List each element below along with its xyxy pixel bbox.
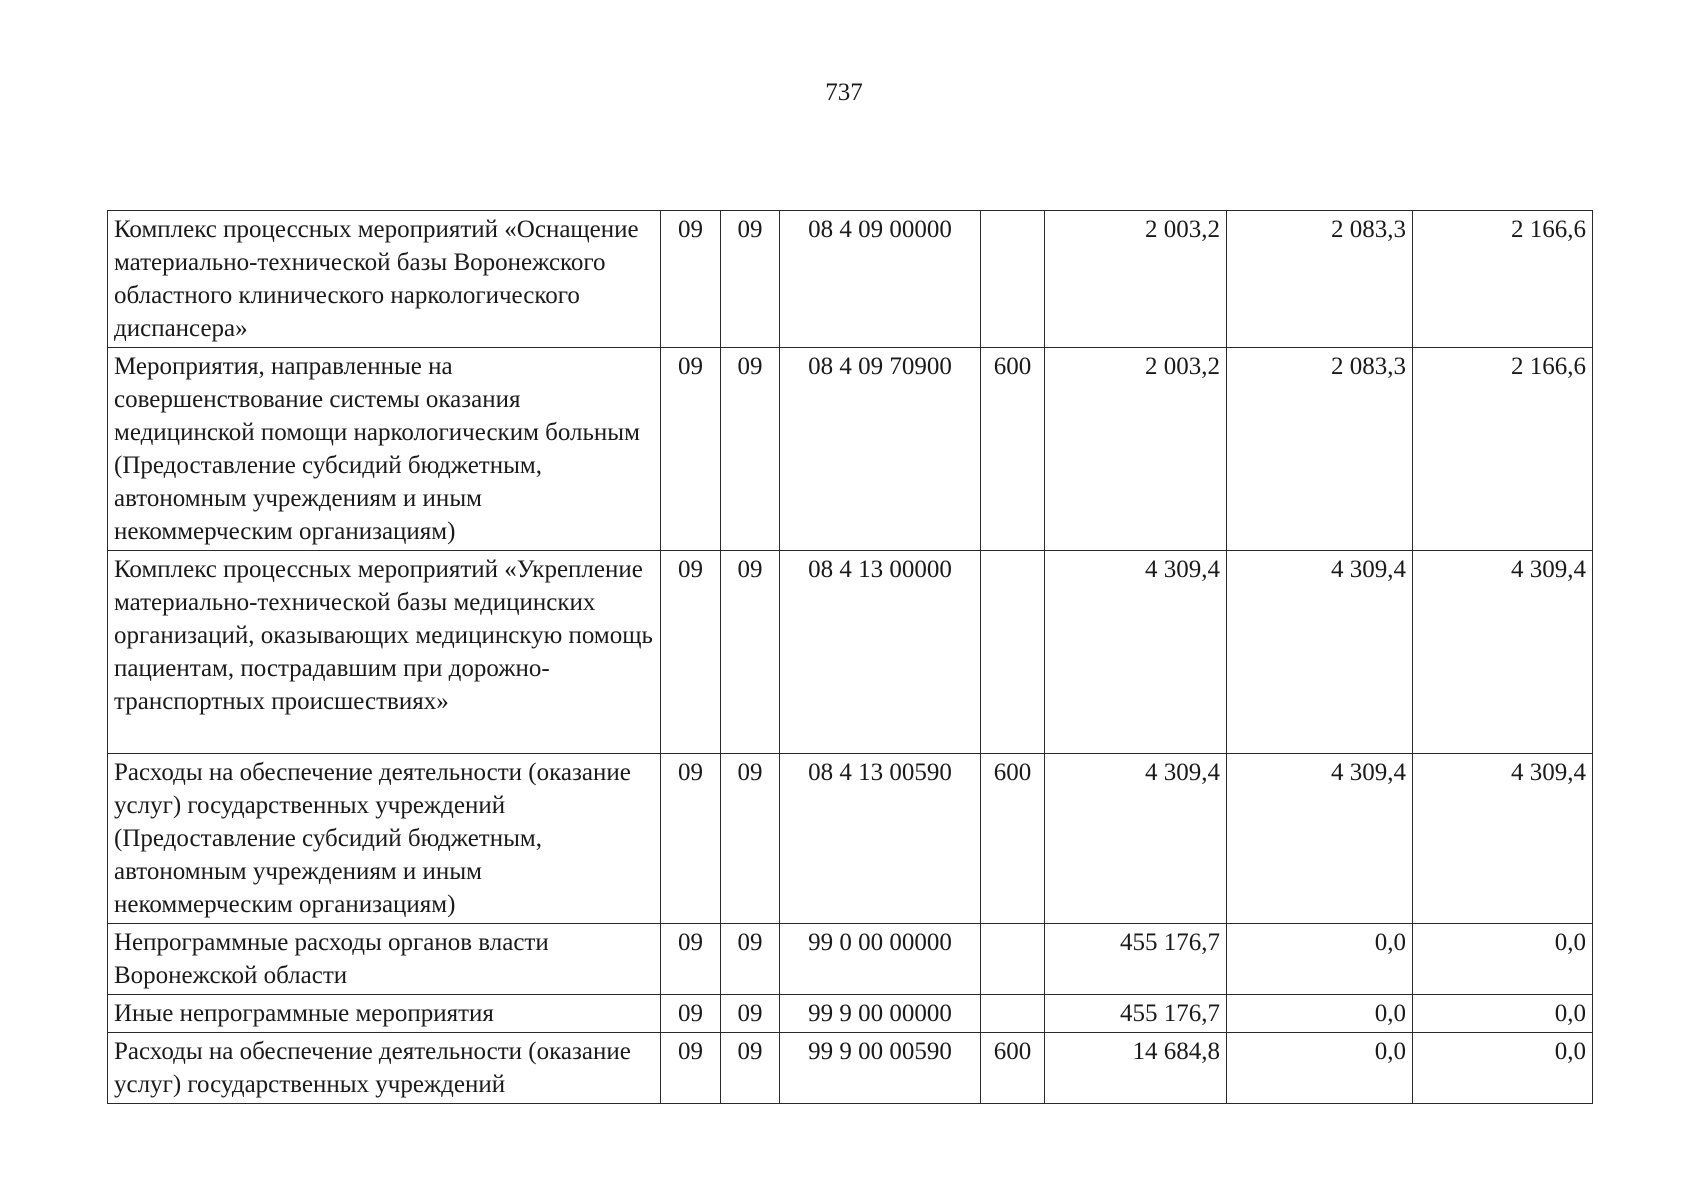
- amount-year2-cell: 2 083,3: [1227, 348, 1413, 551]
- section-code-cell: 09: [661, 1033, 721, 1104]
- table-row: [108, 754, 1593, 924]
- amount-year3-cell: 0,0: [1413, 1033, 1593, 1104]
- table-row: [108, 995, 1593, 1033]
- expense-type-cell: [981, 924, 1045, 995]
- section-code-cell: 09: [661, 924, 721, 995]
- amount-year1-cell: 455 176,7: [1045, 995, 1227, 1033]
- target-article-cell: 08 4 13 00000: [780, 551, 981, 754]
- row-name-cell: Комплекс процессных мероприятий «Оснащение материально-технической базы Воронежского областного клинического наркологического диспансера»: [108, 211, 661, 348]
- section-code-cell: 09: [661, 211, 721, 348]
- expense-type-cell: 600: [981, 348, 1045, 551]
- table-row: [108, 211, 1593, 348]
- amount-year2-cell: 0,0: [1227, 995, 1413, 1033]
- subsection-code-cell: 09: [721, 211, 780, 348]
- amount-year3-cell: 2 166,6: [1413, 348, 1593, 551]
- subsection-code-cell: 09: [721, 348, 780, 551]
- amount-year2-cell: 4 309,4: [1227, 551, 1413, 754]
- amount-year1-cell: 455 176,7: [1045, 924, 1227, 995]
- expense-type-cell: 600: [981, 754, 1045, 924]
- row-name-cell: Мероприятия, направленные на совершенствование системы оказания медицинской помощи наркологическим больным (Предоставление субсидий бюджетным, автономным учреждениям и иным некоммерческим организациям): [108, 348, 661, 551]
- expense-type-cell: [981, 551, 1045, 754]
- expense-type-cell: 600: [981, 1033, 1045, 1104]
- target-article-cell: 08 4 13 00590: [780, 754, 981, 924]
- amount-year2-cell: 0,0: [1227, 924, 1413, 995]
- subsection-code-cell: 09: [721, 754, 780, 924]
- amount-year2-cell: 4 309,4: [1227, 754, 1413, 924]
- amount-year2-cell: 2 083,3: [1227, 211, 1413, 348]
- amount-year1-cell: 4 309,4: [1045, 551, 1227, 754]
- subsection-code-cell: 09: [721, 924, 780, 995]
- section-code-cell: 09: [661, 551, 721, 754]
- target-article-cell: 08 4 09 00000: [780, 211, 981, 348]
- target-article-cell: 99 9 00 00590: [780, 1033, 981, 1104]
- subsection-code-cell: 09: [721, 1033, 780, 1104]
- target-article-cell: 99 9 00 00000: [780, 995, 981, 1033]
- amount-year1-cell: 2 003,2: [1045, 211, 1227, 348]
- row-name-cell: Расходы на обеспечение деятельности (оказание услуг) государственных учреждений (Предоставление субсидий бюджетным, автономным учреждениям и иным некоммерческим организациям): [108, 754, 661, 924]
- amount-year3-cell: 0,0: [1413, 995, 1593, 1033]
- amount-year1-cell: 14 684,8: [1045, 1033, 1227, 1104]
- table-row: [108, 551, 1593, 754]
- row-name-cell: Непрограммные расходы органов власти Воронежской области: [108, 924, 661, 995]
- page-number: 737: [825, 79, 863, 106]
- subsection-code-cell: 09: [721, 995, 780, 1033]
- amount-year3-cell: 2 166,6: [1413, 211, 1593, 348]
- target-article-cell: 08 4 09 70900: [780, 348, 981, 551]
- table-row: [108, 1033, 1593, 1104]
- amount-year2-cell: 0,0: [1227, 1033, 1413, 1104]
- table-row: [108, 924, 1593, 995]
- amount-year1-cell: 4 309,4: [1045, 754, 1227, 924]
- budget-table: [107, 210, 1593, 1104]
- expense-type-cell: [981, 211, 1045, 348]
- row-name-cell: Расходы на обеспечение деятельности (оказание услуг) государственных учреждений: [108, 1033, 661, 1104]
- table-row: [108, 348, 1593, 551]
- target-article-cell: 99 0 00 00000: [780, 924, 981, 995]
- amount-year3-cell: 4 309,4: [1413, 754, 1593, 924]
- section-code-cell: 09: [661, 754, 721, 924]
- subsection-code-cell: 09: [721, 551, 780, 754]
- expense-type-cell: [981, 995, 1045, 1033]
- amount-year3-cell: 0,0: [1413, 924, 1593, 995]
- row-name-cell: Комплекс процессных мероприятий «Укрепление материально-технической базы медицинских организаций, оказывающих медицинскую помощь пациентам, пострадавшим при дорожно-транспортных происшествиях»: [108, 551, 661, 754]
- amount-year3-cell: 4 309,4: [1413, 551, 1593, 754]
- amount-year1-cell: 2 003,2: [1045, 348, 1227, 551]
- section-code-cell: 09: [661, 995, 721, 1033]
- section-code-cell: 09: [661, 348, 721, 551]
- row-name-cell: Иные непрограммные мероприятия: [108, 995, 661, 1033]
